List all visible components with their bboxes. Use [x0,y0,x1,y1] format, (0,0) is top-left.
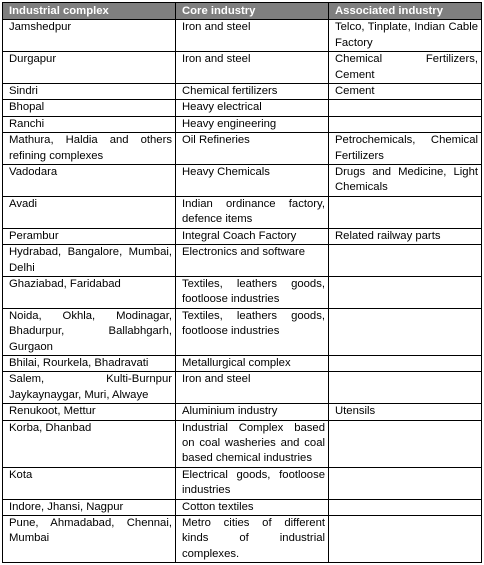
cell-associated-industry: Drugs and Medicine, Light Chemicals [329,165,482,197]
table-row [3,308,482,355]
table-row [3,372,482,404]
cell-core-industry: Textiles, leathers goods, footloose industries [176,308,329,355]
cell-associated-industry: Utensils [329,404,482,420]
table-row [3,420,482,467]
cell-associated-industry: Petrochemicals, Chemical Fertilizers [329,133,482,165]
cell-core-industry: Integral Coach Factory [176,228,329,244]
cell-industrial-complex: Mathura, Haldia and others refining complexes [3,133,176,165]
cell-associated-industry [329,196,482,228]
table-row [3,467,482,499]
cell-core-industry: Metro cities of different kinds of industrial complexes. [176,516,329,563]
cell-core-industry: Heavy Chemicals [176,165,329,197]
table-row [3,499,482,515]
cell-associated-industry [329,420,482,467]
cell-associated-industry: Cement [329,84,482,100]
table-row [3,52,482,84]
table-row [3,404,482,420]
header-row [3,3,482,20]
cell-industrial-complex: Kota [3,467,176,499]
cell-core-industry: Electronics and software [176,245,329,277]
cell-associated-industry [329,276,482,308]
cell-core-industry: Chemical fertilizers [176,84,329,100]
cell-industrial-complex: Ghaziabad, Faridabad [3,276,176,308]
table-row [3,516,482,563]
table-header [3,3,482,20]
cell-core-industry: Heavy engineering [176,116,329,132]
cell-industrial-complex: Avadi [3,196,176,228]
cell-associated-industry [329,355,482,371]
cell-industrial-complex: Salem, Kulti-Burnpur Jaykaynaygar, Muri, Alwaye [3,372,176,404]
cell-industrial-complex: Bhopal [3,100,176,116]
cell-associated-industry [329,116,482,132]
industry-table [2,2,482,563]
cell-core-industry: Metallurgical complex [176,355,329,371]
cell-associated-industry [329,467,482,499]
cell-industrial-complex: Bhilai, Rourkela, Bhadravati [3,355,176,371]
cell-core-industry: Electrical goods, footloose industries [176,467,329,499]
cell-industrial-complex: Ranchi [3,116,176,132]
table-row [3,84,482,100]
cell-industrial-complex: Hydrabad, Bangalore, Mumbai, Delhi [3,245,176,277]
table-row [3,276,482,308]
cell-associated-industry: Related railway parts [329,228,482,244]
cell-industrial-complex: Pune, Ahmadabad, Chennai, Mumbai [3,516,176,563]
table-row [3,20,482,52]
table-row [3,165,482,197]
cell-industrial-complex: Indore, Jhansi, Nagpur [3,499,176,515]
cell-industrial-complex: Perambur [3,228,176,244]
cell-industrial-complex: Sindri [3,84,176,100]
table-row [3,100,482,116]
cell-core-industry: Cotton textiles [176,499,329,515]
column-header-industrial-complex: Industrial complex [3,3,176,20]
cell-core-industry: Industrial Complex based on coal washeries and coal based chemical industries [176,420,329,467]
cell-associated-industry: Chemical Fertilizers, Cement [329,52,482,84]
cell-core-industry: Iron and steel [176,20,329,52]
table-row [3,116,482,132]
cell-industrial-complex: Jamshedpur [3,20,176,52]
cell-associated-industry [329,100,482,116]
cell-core-industry: Iron and steel [176,52,329,84]
cell-core-industry: Aluminium industry [176,404,329,420]
cell-associated-industry [329,372,482,404]
cell-associated-industry [329,516,482,563]
cell-industrial-complex: Renukoot, Mettur [3,404,176,420]
table-row [3,355,482,371]
cell-associated-industry [329,245,482,277]
cell-industrial-complex: Noida, Okhla, Modinagar, Bhadurpur, Ballabhgarh, Gurgaon [3,308,176,355]
cell-core-industry: Oil Refineries [176,133,329,165]
column-header-associated-industry: Associated industry [329,3,482,20]
cell-associated-industry: Telco, Tinplate, Indian Cable Factory [329,20,482,52]
cell-core-industry: Textiles, leathers goods, footloose industries [176,276,329,308]
table-row [3,228,482,244]
cell-industrial-complex: Korba, Dhanbad [3,420,176,467]
cell-industrial-complex: Vadodara [3,165,176,197]
table-row [3,245,482,277]
cell-associated-industry [329,499,482,515]
cell-core-industry: Heavy electrical [176,100,329,116]
table-row [3,133,482,165]
table-body [3,20,482,563]
table-row [3,196,482,228]
cell-core-industry: Indian ordinance factory, defence items [176,196,329,228]
cell-industrial-complex: Durgapur [3,52,176,84]
column-header-core-industry: Core industry [176,3,329,20]
cell-associated-industry [329,308,482,355]
cell-core-industry: Iron and steel [176,372,329,404]
